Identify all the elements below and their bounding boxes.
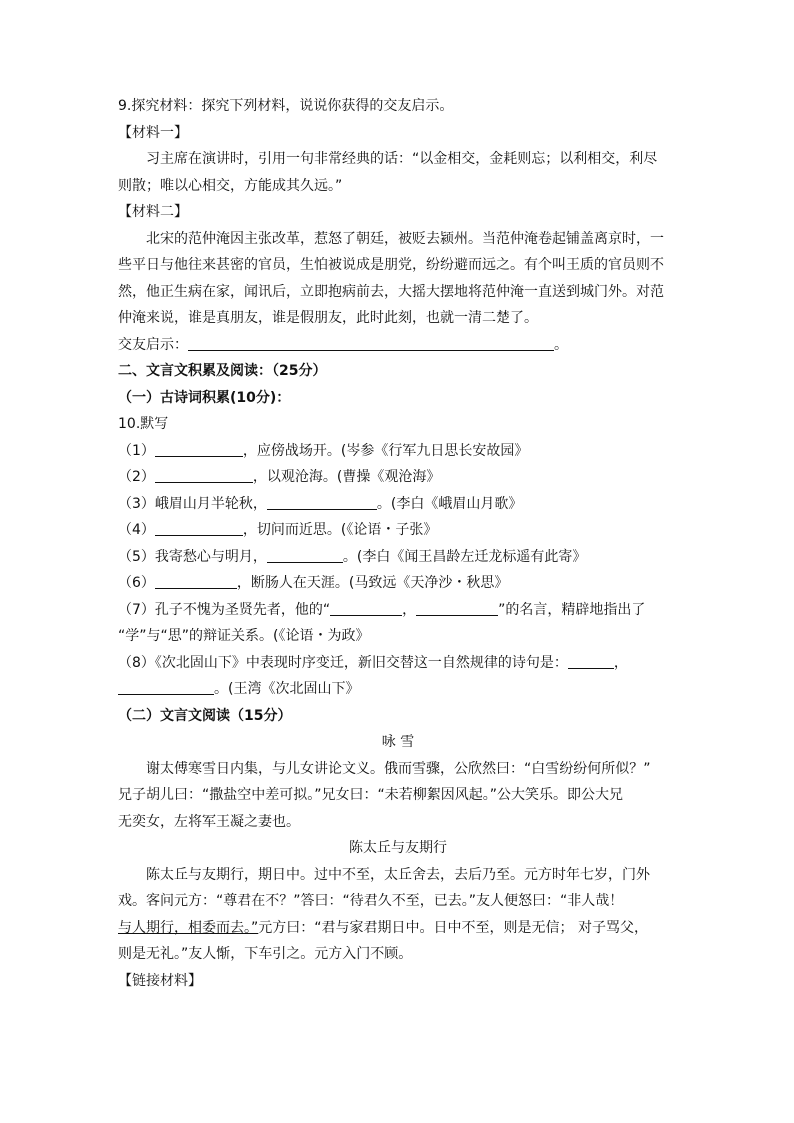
q10-title: 10.默写 xyxy=(118,416,169,432)
item-text: （3）峨眉山月半轮秋， xyxy=(118,495,267,512)
item-text: （8）《次北固山下》中表现时序变迁，新旧交替这一自然规律的诗句是： xyxy=(118,654,568,671)
material-1-line: 习主席在演讲时，引用一句非常经典的话：“以金相交，金耗则忘；以利相交，利尽 xyxy=(146,151,658,167)
fill-blank[interactable] xyxy=(155,573,237,589)
answer-label: 交友启示： xyxy=(118,336,188,353)
passage-1-line: 谢太傅寒雪日内集，与儿女讲论文义。俄而雪骤，公欣然曰：“白雪纷纷何所似？” xyxy=(146,760,651,777)
item-text: （7）孔子不愧为圣贤先者，他的“ xyxy=(118,601,331,618)
item-text: 。(李白《闻王昌龄左迁龙标遥有此寄》 xyxy=(342,548,587,565)
fill-blank[interactable] xyxy=(568,653,614,669)
dictation-item xyxy=(118,464,678,491)
material-2-line: 仲淹来说，谁是真朋友，谁是假朋友，此时此刻，也就一清二楚了。 xyxy=(118,310,538,326)
fill-blank[interactable] xyxy=(267,547,343,563)
item-text: ”的名言，精辟地指出了 xyxy=(498,601,646,618)
dictation-item xyxy=(118,438,678,465)
friendship-answer-line xyxy=(118,332,678,359)
item-text: ， xyxy=(613,654,628,671)
item-text: 。(李白《峨眉山月歌》 xyxy=(376,495,523,512)
answer-end: 。 xyxy=(554,336,568,353)
material-2-line: 些平日与他往来甚密的官员，生怕被说成是朋党，纷纷避而远之。有个叫王质的官员则不 xyxy=(118,257,664,273)
underlined-sentence: 与人期行，相委而去。” xyxy=(118,919,259,936)
item-text: ，应傍战场开。(岑参《行军九日思长安故园》 xyxy=(242,442,529,459)
passage-1-title: 咏 雪 xyxy=(381,734,415,750)
fill-blank[interactable] xyxy=(155,441,243,457)
passage-2-line: 则是无礼。”友人惭，下车引之。元方入门不顾。 xyxy=(118,946,413,962)
item-number: （6） xyxy=(118,575,155,591)
item-number: （1） xyxy=(118,442,155,459)
link-material-label: 【链接材料】 xyxy=(118,972,202,989)
item-text: ， xyxy=(402,601,417,618)
item-number: （2） xyxy=(118,469,155,485)
material-2-line: 北宋的范仲淹因主张改革，惹怒了朝廷，被贬去颍州。当范仲淹卷起铺盖离京时，一 xyxy=(146,230,664,247)
fill-blank[interactable] xyxy=(267,494,377,510)
subsection-poetry-title: （一）古诗词积累(10分)： xyxy=(118,389,291,406)
dictation-item xyxy=(118,597,678,624)
dictation-item-continued: “学”与“思”的辩证关系。(《论语・为政》 xyxy=(118,628,370,644)
section-2-title: 二、文言文积累及阅读：（25分） xyxy=(118,363,327,379)
item-text: （5）我寄愁心与明月， xyxy=(118,548,267,565)
dictation-item xyxy=(118,570,678,597)
material-2-line: 然，他正生病在家，闻讯后，立即抱病前去，大摇大摆地将范仲淹一直送到城门外。对范 xyxy=(118,283,664,300)
fill-blank[interactable] xyxy=(155,467,253,483)
document-content xyxy=(118,93,678,994)
q9-title: 9.探究材料：探究下列材料，说说你获得的交友启示。 xyxy=(118,98,454,114)
material-2-label: 【材料二】 xyxy=(118,204,188,220)
dictation-item xyxy=(118,544,678,571)
dictation-item xyxy=(118,491,678,518)
passage-text: 元方曰：“君与家君期日中。日中不至，则是无信； 对子骂父， xyxy=(258,919,648,936)
passage-1-line: 兄子胡儿曰：“撒盐空中差可拟。”兄女曰：“未若柳絮因风起。”公大笑乐。即公大兄 xyxy=(118,787,624,803)
item-text: 。(王湾《次北固山下》 xyxy=(214,681,360,697)
fill-blank[interactable] xyxy=(155,520,243,536)
dictation-item-continued xyxy=(118,676,678,703)
item-text: ，以观沧海。(曹操《观沧海》 xyxy=(252,469,441,485)
dictation-item xyxy=(118,650,678,677)
material-1-line: 则散；唯以心相交，方能成其久远。” xyxy=(118,177,343,194)
passage-2-line: 陈太丘与友期行，期日中。过中不至，太丘舍去，去后乃至。元方时年七岁，门外 xyxy=(146,866,650,883)
material-1-label: 【材料一】 xyxy=(118,124,188,141)
item-text: ，切问而近思。(《论语・子张》 xyxy=(242,522,438,538)
answer-blank[interactable] xyxy=(188,335,554,351)
passage-2-line: 戏。客问元方：“尊君在不？”答曰：“待君久不至，已去。”友人便怒曰：“非人哉！ xyxy=(118,893,624,909)
dictation-item xyxy=(118,517,678,544)
passage-2-title: 陈太丘与友期行 xyxy=(349,840,447,856)
item-text: ，断肠人在天涯。(马致远《天净沙・秋思》 xyxy=(236,575,509,591)
passage-2-line xyxy=(118,915,678,942)
item-number: （4） xyxy=(118,522,155,538)
fill-blank[interactable] xyxy=(330,600,402,616)
fill-blank[interactable] xyxy=(416,600,498,616)
subsection-classical-reading-title: （二）文言文阅读（15分） xyxy=(118,707,292,724)
passage-1-line: 无奕女，左将军王凝之妻也。 xyxy=(118,813,300,830)
fill-blank[interactable] xyxy=(118,679,214,695)
